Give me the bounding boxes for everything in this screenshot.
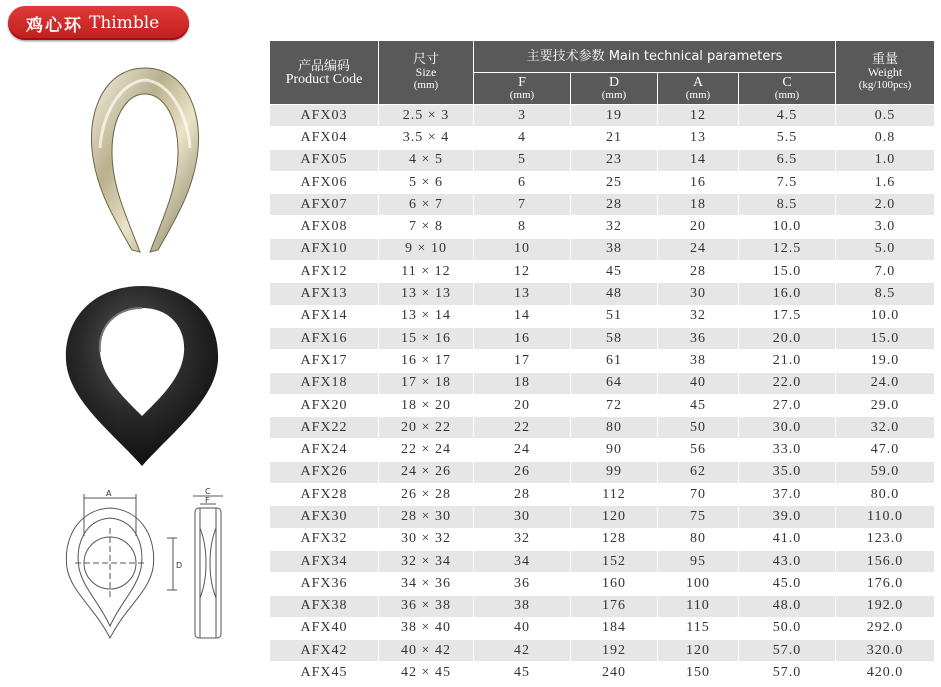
cell-f: 38 — [474, 595, 571, 617]
cell-size: 16 × 17 — [379, 350, 474, 372]
cell-a: 30 — [658, 283, 739, 305]
table-row — [270, 372, 935, 394]
cell-code: AFX14 — [270, 305, 379, 327]
table-row — [270, 216, 935, 238]
cell-a: 115 — [658, 617, 739, 639]
cell-f: 36 — [474, 573, 571, 595]
header-size-unit: (mm) — [413, 79, 439, 91]
cell-f: 24 — [474, 439, 571, 461]
cell-code: AFX26 — [270, 461, 379, 483]
header-params-label: 主要技术参数 Main technical parameters — [526, 49, 783, 64]
cell-a: 28 — [658, 261, 739, 283]
cell-size: 7 × 8 — [379, 216, 474, 238]
cell-code: AFX45 — [270, 662, 379, 684]
cell-f: 32 — [474, 528, 571, 550]
cell-c: 37.0 — [739, 484, 836, 506]
cell-code: AFX34 — [270, 550, 379, 572]
thimble-dimension-diagram — [55, 488, 255, 648]
cell-code: AFX16 — [270, 327, 379, 349]
cell-d: 48 — [571, 283, 658, 305]
table-row — [270, 528, 935, 550]
header-weight-en: Weight — [867, 65, 903, 79]
label-a: A — [106, 489, 112, 498]
cell-c: 5.5 — [739, 127, 836, 149]
header-d — [571, 73, 658, 105]
cell-c: 21.0 — [739, 350, 836, 372]
cell-weight: 24.0 — [836, 372, 935, 394]
cell-c: 43.0 — [739, 550, 836, 572]
cell-size: 36 × 38 — [379, 595, 474, 617]
header-size-en: Size — [415, 65, 437, 79]
cell-a: 120 — [658, 640, 739, 662]
cell-size: 22 × 24 — [379, 439, 474, 461]
cell-code: AFX18 — [270, 372, 379, 394]
cell-size: 32 × 34 — [379, 550, 474, 572]
cell-c: 15.0 — [739, 261, 836, 283]
cell-code: AFX30 — [270, 506, 379, 528]
cell-f: 16 — [474, 327, 571, 349]
cell-a: 95 — [658, 550, 739, 572]
cell-weight: 1.0 — [836, 149, 935, 171]
table-row — [270, 305, 935, 327]
header-a-label: A — [692, 74, 704, 90]
cell-f: 7 — [474, 194, 571, 216]
cell-c: 45.0 — [739, 573, 836, 595]
cell-weight: 0.5 — [836, 105, 935, 127]
cell-a: 110 — [658, 595, 739, 617]
cell-size: 4 × 5 — [379, 149, 474, 171]
cell-size: 38 × 40 — [379, 617, 474, 639]
table-row — [270, 484, 935, 506]
black-thimble-image — [62, 282, 222, 470]
cell-d: 19 — [571, 105, 658, 127]
cell-a: 100 — [658, 573, 739, 595]
cell-d: 80 — [571, 417, 658, 439]
cell-a: 45 — [658, 394, 739, 416]
header-c-label: C — [782, 74, 792, 90]
cell-code: AFX32 — [270, 528, 379, 550]
label-f: F — [205, 496, 210, 505]
cell-code: AFX20 — [270, 394, 379, 416]
table-row — [270, 640, 935, 662]
cell-size: 3.5 × 4 — [379, 127, 474, 149]
cell-a: 36 — [658, 327, 739, 349]
cell-code: AFX07 — [270, 194, 379, 216]
cell-d: 45 — [571, 261, 658, 283]
cell-size: 11 × 12 — [379, 261, 474, 283]
cell-weight: 192.0 — [836, 595, 935, 617]
cell-d: 128 — [571, 528, 658, 550]
cell-code: AFX12 — [270, 261, 379, 283]
header-size — [379, 41, 474, 105]
cell-a: 32 — [658, 305, 739, 327]
table-row — [270, 283, 935, 305]
cell-a: 80 — [658, 528, 739, 550]
cell-c: 12.5 — [739, 238, 836, 260]
cell-d: 21 — [571, 127, 658, 149]
header-weight-cn: 重量 — [872, 52, 899, 67]
cell-d: 72 — [571, 394, 658, 416]
cell-d: 99 — [571, 461, 658, 483]
cell-size: 6 × 7 — [379, 194, 474, 216]
cell-size: 26 × 28 — [379, 484, 474, 506]
cell-code: AFX24 — [270, 439, 379, 461]
table-row — [270, 573, 935, 595]
cell-weight: 320.0 — [836, 640, 935, 662]
cell-weight: 29.0 — [836, 394, 935, 416]
cell-code: AFX42 — [270, 640, 379, 662]
cell-a: 12 — [658, 105, 739, 127]
cell-a: 70 — [658, 484, 739, 506]
table-row — [270, 550, 935, 572]
cell-f: 40 — [474, 617, 571, 639]
cell-code: AFX22 — [270, 417, 379, 439]
header-code — [270, 41, 379, 105]
cell-weight: 0.8 — [836, 127, 935, 149]
cell-size: 18 × 20 — [379, 394, 474, 416]
cell-size: 40 × 42 — [379, 640, 474, 662]
silver-thimble-image — [70, 60, 220, 260]
cell-f: 6 — [474, 171, 571, 193]
cell-code: AFX13 — [270, 283, 379, 305]
header-size-cn: 尺寸 — [412, 52, 439, 67]
table-row — [270, 149, 935, 171]
cell-a: 16 — [658, 171, 739, 193]
table-row — [270, 105, 935, 127]
header-code-cn: 产品编码 — [297, 58, 350, 74]
cell-size: 20 × 22 — [379, 417, 474, 439]
cell-f: 28 — [474, 484, 571, 506]
cell-weight: 15.0 — [836, 327, 935, 349]
cell-f: 14 — [474, 305, 571, 327]
header-weight — [836, 41, 935, 105]
cell-code: AFX06 — [270, 171, 379, 193]
cell-d: 90 — [571, 439, 658, 461]
label-c: C — [205, 488, 211, 496]
cell-c: 10.0 — [739, 216, 836, 238]
cell-weight: 32.0 — [836, 417, 935, 439]
cell-weight: 8.5 — [836, 283, 935, 305]
table-row — [270, 617, 935, 639]
cell-c: 48.0 — [739, 595, 836, 617]
cell-f: 26 — [474, 461, 571, 483]
cell-d: 61 — [571, 350, 658, 372]
header-d-unit: (mm) — [601, 88, 627, 101]
cell-f: 10 — [474, 238, 571, 260]
cell-a: 14 — [658, 149, 739, 171]
table-row — [270, 127, 935, 149]
cell-c: 30.0 — [739, 417, 836, 439]
cell-c: 17.5 — [739, 305, 836, 327]
cell-c: 57.0 — [739, 640, 836, 662]
table-row — [270, 662, 935, 684]
cell-size: 2.5 × 3 — [379, 105, 474, 127]
cell-f: 12 — [474, 261, 571, 283]
cell-d: 152 — [571, 550, 658, 572]
table-row — [270, 394, 935, 416]
cell-weight: 1.6 — [836, 171, 935, 193]
cell-a: 18 — [658, 194, 739, 216]
cell-code: AFX10 — [270, 238, 379, 260]
cell-f: 18 — [474, 372, 571, 394]
cell-d: 64 — [571, 372, 658, 394]
table-row — [270, 506, 935, 528]
table-row — [270, 194, 935, 216]
cell-code: AFX05 — [270, 149, 379, 171]
cell-weight: 47.0 — [836, 439, 935, 461]
cell-f: 17 — [474, 350, 571, 372]
header-a-unit: (mm) — [685, 88, 711, 101]
cell-f: 45 — [474, 662, 571, 684]
cell-a: 150 — [658, 662, 739, 684]
cell-size: 9 × 10 — [379, 238, 474, 260]
header-c — [739, 73, 836, 105]
cell-c: 35.0 — [739, 461, 836, 483]
cell-size: 13 × 13 — [379, 283, 474, 305]
label-d: D — [176, 561, 183, 570]
header-f-unit: (mm) — [509, 88, 535, 101]
cell-weight: 10.0 — [836, 305, 935, 327]
cell-weight: 292.0 — [836, 617, 935, 639]
cell-size: 28 × 30 — [379, 506, 474, 528]
cell-d: 32 — [571, 216, 658, 238]
cell-c: 8.5 — [739, 194, 836, 216]
header-c-unit: (mm) — [774, 88, 800, 101]
cell-weight: 2.0 — [836, 194, 935, 216]
cell-size: 42 × 45 — [379, 662, 474, 684]
cell-weight: 5.0 — [836, 238, 935, 260]
cell-d: 176 — [571, 595, 658, 617]
table-row — [270, 171, 935, 193]
cell-c: 6.5 — [739, 149, 836, 171]
cell-size: 34 × 36 — [379, 573, 474, 595]
table-body — [270, 105, 935, 685]
cell-c: 20.0 — [739, 327, 836, 349]
cell-d: 28 — [571, 194, 658, 216]
cell-c: 27.0 — [739, 394, 836, 416]
cell-weight: 7.0 — [836, 261, 935, 283]
cell-d: 240 — [571, 662, 658, 684]
cell-size: 13 × 14 — [379, 305, 474, 327]
cell-a: 56 — [658, 439, 739, 461]
cell-f: 42 — [474, 640, 571, 662]
cell-weight: 110.0 — [836, 506, 935, 528]
cell-size: 5 × 6 — [379, 171, 474, 193]
cell-code: AFX38 — [270, 595, 379, 617]
title-cn: 鸡心环 — [26, 15, 83, 36]
cell-c: 16.0 — [739, 283, 836, 305]
cell-a: 40 — [658, 372, 739, 394]
header-weight-unit: (kg/100pcs) — [858, 79, 912, 91]
cell-a: 62 — [658, 461, 739, 483]
cell-d: 51 — [571, 305, 658, 327]
cell-weight: 80.0 — [836, 484, 935, 506]
header-code-en: Product Code — [285, 71, 363, 87]
cell-d: 23 — [571, 149, 658, 171]
cell-f: 8 — [474, 216, 571, 238]
cell-weight: 59.0 — [836, 461, 935, 483]
cell-d: 112 — [571, 484, 658, 506]
cell-a: 20 — [658, 216, 739, 238]
cell-a: 50 — [658, 417, 739, 439]
cell-c: 7.5 — [739, 171, 836, 193]
cell-code: AFX04 — [270, 127, 379, 149]
cell-a: 75 — [658, 506, 739, 528]
cell-size: 17 × 18 — [379, 372, 474, 394]
cell-weight: 19.0 — [836, 350, 935, 372]
cell-a: 38 — [658, 350, 739, 372]
cell-code: AFX28 — [270, 484, 379, 506]
cell-size: 24 × 26 — [379, 461, 474, 483]
cell-f: 3 — [474, 105, 571, 127]
title-en: Thimble — [89, 13, 160, 33]
header-params — [474, 41, 836, 73]
table-row — [270, 417, 935, 439]
table-row — [270, 439, 935, 461]
header-f-label: F — [518, 74, 526, 90]
header-f — [474, 73, 571, 105]
cell-d: 160 — [571, 573, 658, 595]
table-row — [270, 595, 935, 617]
cell-c: 57.0 — [739, 662, 836, 684]
cell-d: 192 — [571, 640, 658, 662]
cell-c: 41.0 — [739, 528, 836, 550]
table-row — [270, 461, 935, 483]
cell-c: 4.5 — [739, 105, 836, 127]
cell-code: AFX40 — [270, 617, 379, 639]
cell-code: AFX17 — [270, 350, 379, 372]
cell-a: 24 — [658, 238, 739, 260]
cell-code: AFX03 — [270, 105, 379, 127]
section-title — [8, 6, 189, 40]
cell-weight: 156.0 — [836, 550, 935, 572]
table-row — [270, 350, 935, 372]
table-row — [270, 238, 935, 260]
cell-weight: 3.0 — [836, 216, 935, 238]
cell-c: 50.0 — [739, 617, 836, 639]
cell-d: 120 — [571, 506, 658, 528]
cell-f: 34 — [474, 550, 571, 572]
cell-size: 15 × 16 — [379, 327, 474, 349]
cell-weight: 123.0 — [836, 528, 935, 550]
cell-code: AFX36 — [270, 573, 379, 595]
cell-code: AFX08 — [270, 216, 379, 238]
header-d-label: D — [608, 74, 620, 90]
cell-weight: 420.0 — [836, 662, 935, 684]
header-a — [658, 73, 739, 105]
cell-d: 38 — [571, 238, 658, 260]
cell-c: 33.0 — [739, 439, 836, 461]
cell-d: 58 — [571, 327, 658, 349]
table-row — [270, 327, 935, 349]
table-row — [270, 261, 935, 283]
cell-f: 13 — [474, 283, 571, 305]
cell-c: 22.0 — [739, 372, 836, 394]
cell-d: 184 — [571, 617, 658, 639]
cell-a: 13 — [658, 127, 739, 149]
cell-d: 25 — [571, 171, 658, 193]
cell-f: 30 — [474, 506, 571, 528]
cell-f: 20 — [474, 394, 571, 416]
cell-f: 4 — [474, 127, 571, 149]
cell-weight: 176.0 — [836, 573, 935, 595]
spec-table — [269, 40, 935, 685]
cell-size: 30 × 32 — [379, 528, 474, 550]
cell-f: 5 — [474, 149, 571, 171]
cell-c: 39.0 — [739, 506, 836, 528]
cell-f: 22 — [474, 417, 571, 439]
